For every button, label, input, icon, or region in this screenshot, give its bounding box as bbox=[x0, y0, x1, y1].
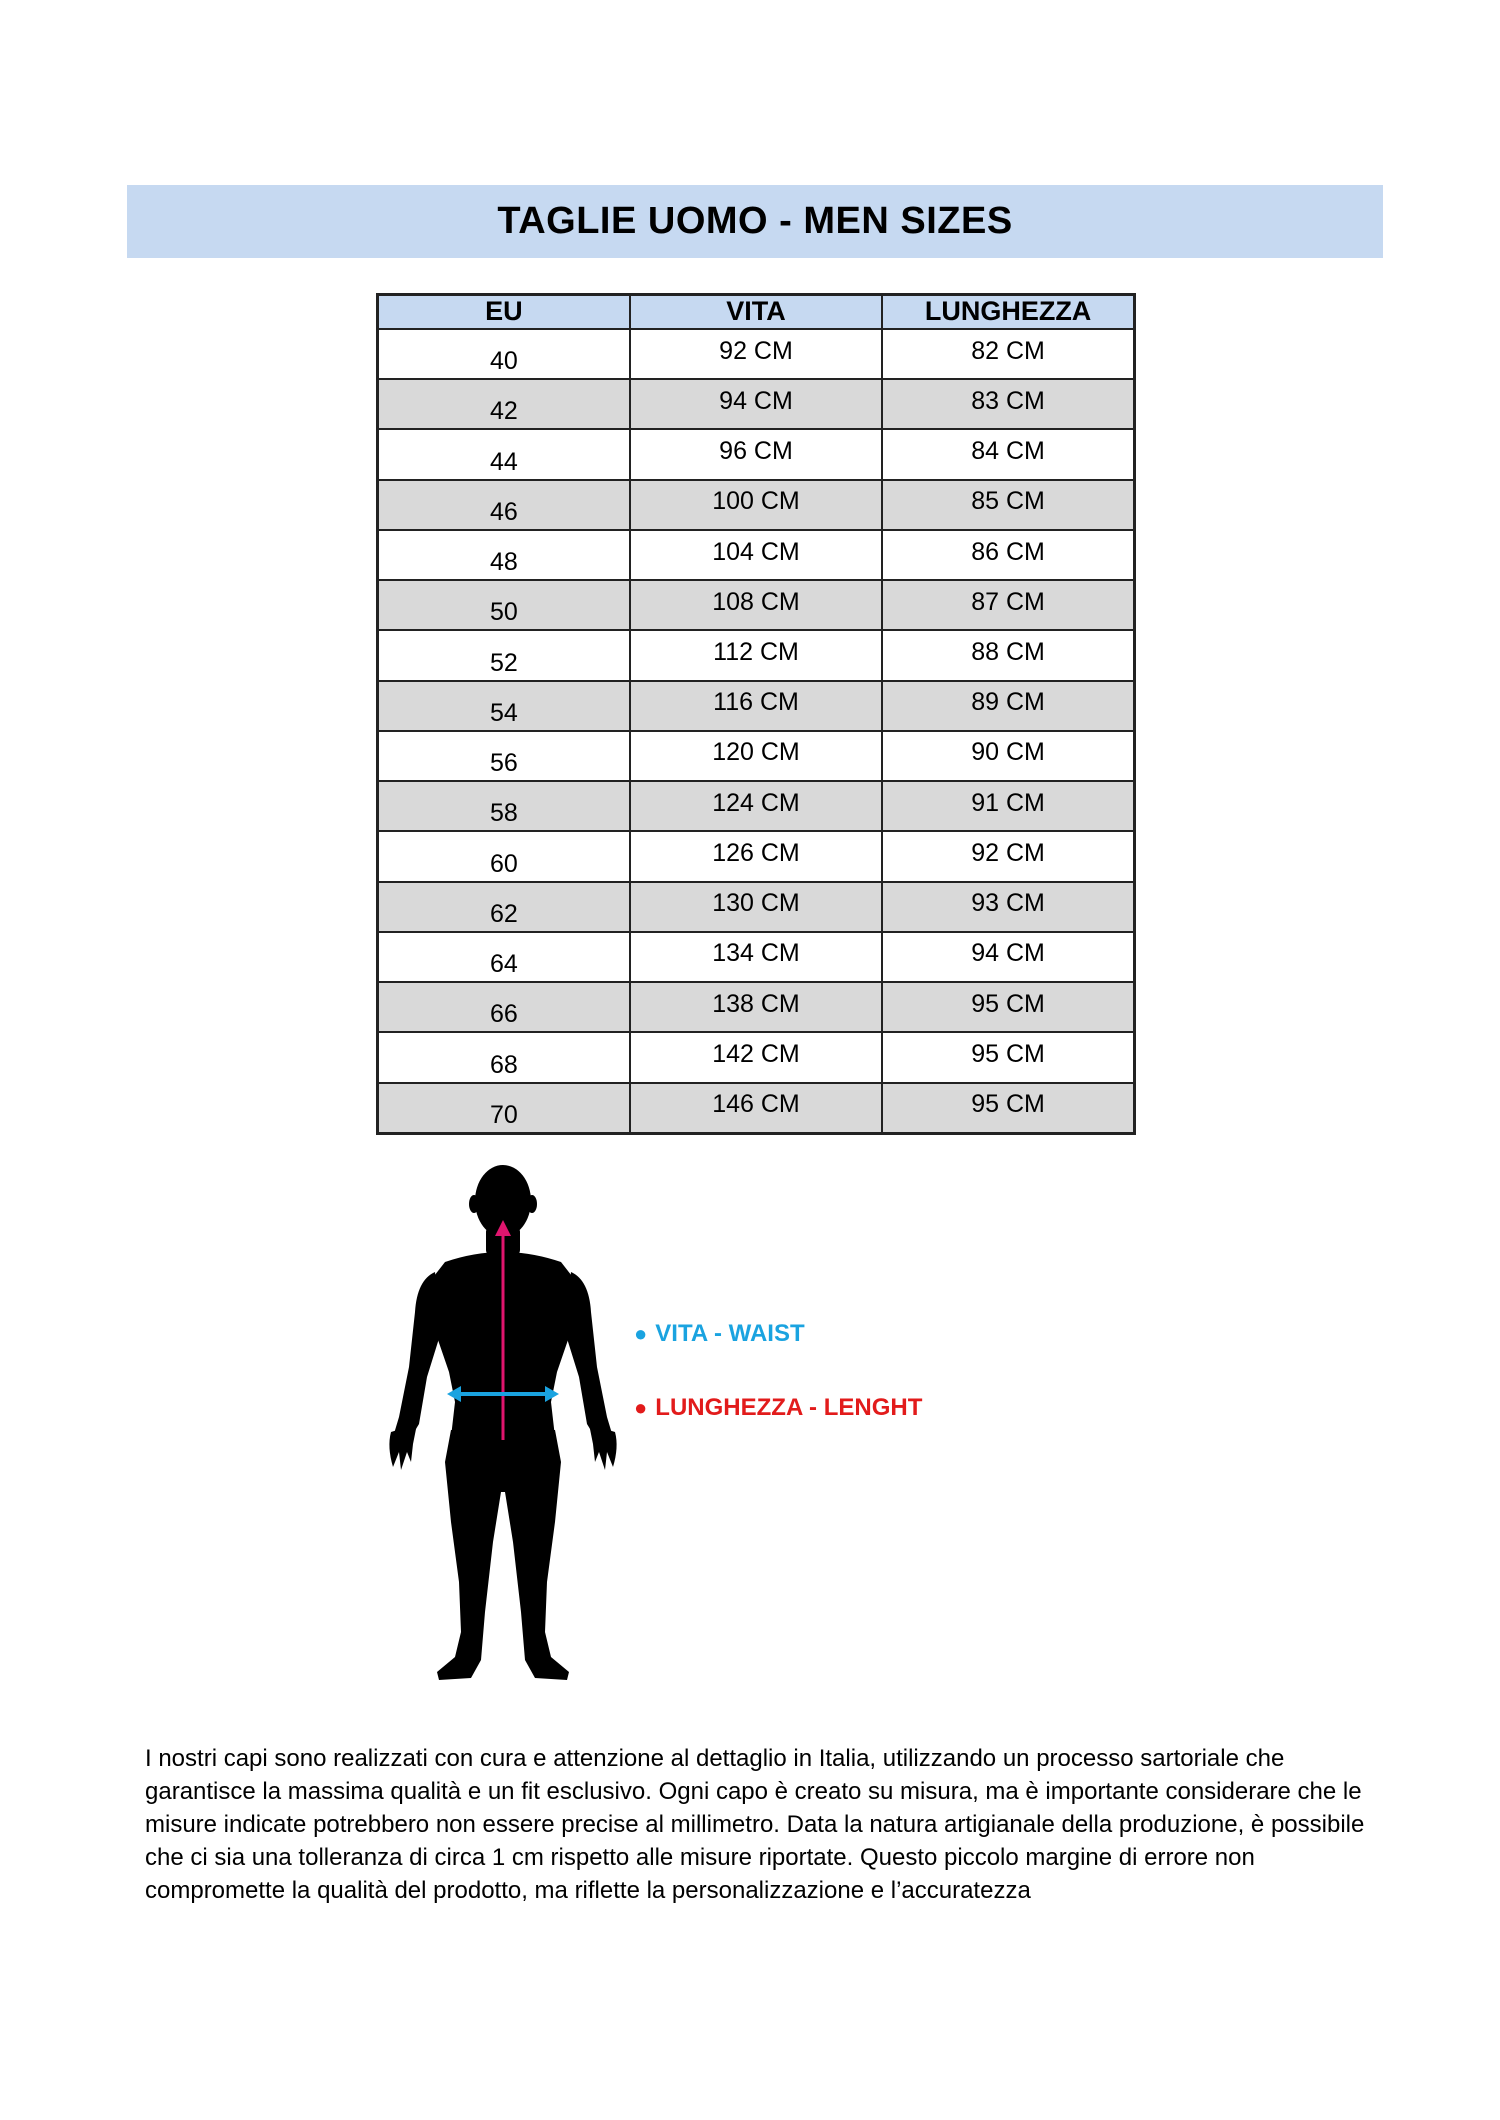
table-row bbox=[378, 530, 1135, 580]
cell-lunghezza: 92 CM bbox=[882, 831, 1134, 881]
table-header-row bbox=[378, 295, 1135, 330]
table-row bbox=[378, 781, 1135, 831]
cell-eu-size: 62 bbox=[378, 882, 630, 932]
cell-eu-size: 56 bbox=[378, 731, 630, 781]
cell-vita: 96 CM bbox=[630, 429, 882, 479]
cell-eu-size: 50 bbox=[378, 580, 630, 630]
cell-eu-size: 48 bbox=[378, 530, 630, 580]
cell-lunghezza: 85 CM bbox=[882, 480, 1134, 530]
cell-lunghezza: 89 CM bbox=[882, 681, 1134, 731]
cell-eu-size: 64 bbox=[378, 932, 630, 982]
size-table bbox=[376, 293, 1136, 1135]
table-row bbox=[378, 731, 1135, 781]
cell-vita: 94 CM bbox=[630, 379, 882, 429]
column-header-vita: VITA bbox=[630, 295, 882, 330]
cell-vita: 92 CM bbox=[630, 329, 882, 379]
body-measurement-figure bbox=[385, 1162, 625, 1684]
cell-eu-size: 70 bbox=[378, 1083, 630, 1134]
cell-vita: 130 CM bbox=[630, 882, 882, 932]
table-row bbox=[378, 831, 1135, 881]
cell-eu-size: 60 bbox=[378, 831, 630, 881]
table-row bbox=[378, 681, 1135, 731]
cell-vita: 100 CM bbox=[630, 480, 882, 530]
table-row bbox=[378, 932, 1135, 982]
cell-vita: 120 CM bbox=[630, 731, 882, 781]
cell-eu-size: 44 bbox=[378, 429, 630, 479]
title-banner bbox=[127, 185, 1383, 258]
cell-lunghezza: 86 CM bbox=[882, 530, 1134, 580]
waist-bullet: ● bbox=[634, 1321, 648, 1346]
cell-vita: 112 CM bbox=[630, 630, 882, 680]
table-row bbox=[378, 379, 1135, 429]
cell-eu-size: 46 bbox=[378, 480, 630, 530]
table-row bbox=[378, 982, 1135, 1032]
legend-waist-label: VITA - WAIST bbox=[655, 1320, 805, 1347]
cell-vita: 142 CM bbox=[630, 1032, 882, 1082]
cell-vita: 146 CM bbox=[630, 1083, 882, 1134]
cell-lunghezza: 94 CM bbox=[882, 932, 1134, 982]
cell-lunghezza: 95 CM bbox=[882, 1032, 1134, 1082]
table-row bbox=[378, 329, 1135, 379]
cell-vita: 116 CM bbox=[630, 681, 882, 731]
table-row bbox=[378, 480, 1135, 530]
disclaimer-text: I nostri capi sono realizzati con cura e attenzione al dettaglio in Italia, utilizzando un processo sartoriale che garantisce la massima qualità e un fit esclusivo. Ogni capo è creato su misura, ma è importante considerare che le misure indicate potrebbero non essere precise al millimetro. Data la natura artigianale della produzione, è possibile che ci sia una tolleranza di circa 1 cm rispetto alle misure riportate. Questo piccolo margine di errore non compromette la qualità del prodotto, ma riflette la personalizzazione e l’accuratezza bbox=[145, 1745, 1365, 1904]
cell-eu-size: 66 bbox=[378, 982, 630, 1032]
cell-vita: 108 CM bbox=[630, 580, 882, 630]
cell-lunghezza: 95 CM bbox=[882, 1083, 1134, 1134]
legend-length-label: LUNGHEZZA - LENGHT bbox=[655, 1394, 923, 1421]
cell-eu-size: 58 bbox=[378, 781, 630, 831]
cell-lunghezza: 90 CM bbox=[882, 731, 1134, 781]
cell-vita: 104 CM bbox=[630, 530, 882, 580]
table-row bbox=[378, 630, 1135, 680]
cell-vita: 126 CM bbox=[630, 831, 882, 881]
cell-vita: 138 CM bbox=[630, 982, 882, 1032]
cell-lunghezza: 82 CM bbox=[882, 329, 1134, 379]
cell-vita: 124 CM bbox=[630, 781, 882, 831]
cell-lunghezza: 83 CM bbox=[882, 379, 1134, 429]
length-bullet: ● bbox=[634, 1395, 648, 1420]
cell-lunghezza: 93 CM bbox=[882, 882, 1134, 932]
table-row bbox=[378, 1083, 1135, 1134]
cell-eu-size: 68 bbox=[378, 1032, 630, 1082]
table-row bbox=[378, 429, 1135, 479]
cell-eu-size: 40 bbox=[378, 329, 630, 379]
cell-lunghezza: 88 CM bbox=[882, 630, 1134, 680]
cell-eu-size: 54 bbox=[378, 681, 630, 731]
cell-lunghezza: 95 CM bbox=[882, 982, 1134, 1032]
legend-waist bbox=[634, 1320, 805, 1348]
page-title: TAGLIE UOMO - MEN SIZES bbox=[497, 200, 1013, 242]
table-row bbox=[378, 882, 1135, 932]
cell-lunghezza: 87 CM bbox=[882, 580, 1134, 630]
cell-eu-size: 42 bbox=[378, 379, 630, 429]
column-header-eu: EU bbox=[378, 295, 630, 330]
table-body bbox=[378, 329, 1135, 1134]
cell-lunghezza: 84 CM bbox=[882, 429, 1134, 479]
cell-vita: 134 CM bbox=[630, 932, 882, 982]
column-header-lunghezza: LUNGHEZZA bbox=[882, 295, 1134, 330]
cell-eu-size: 52 bbox=[378, 630, 630, 680]
cell-lunghezza: 91 CM bbox=[882, 781, 1134, 831]
table-row bbox=[378, 580, 1135, 630]
legend-length bbox=[634, 1394, 922, 1422]
table-row bbox=[378, 1032, 1135, 1082]
